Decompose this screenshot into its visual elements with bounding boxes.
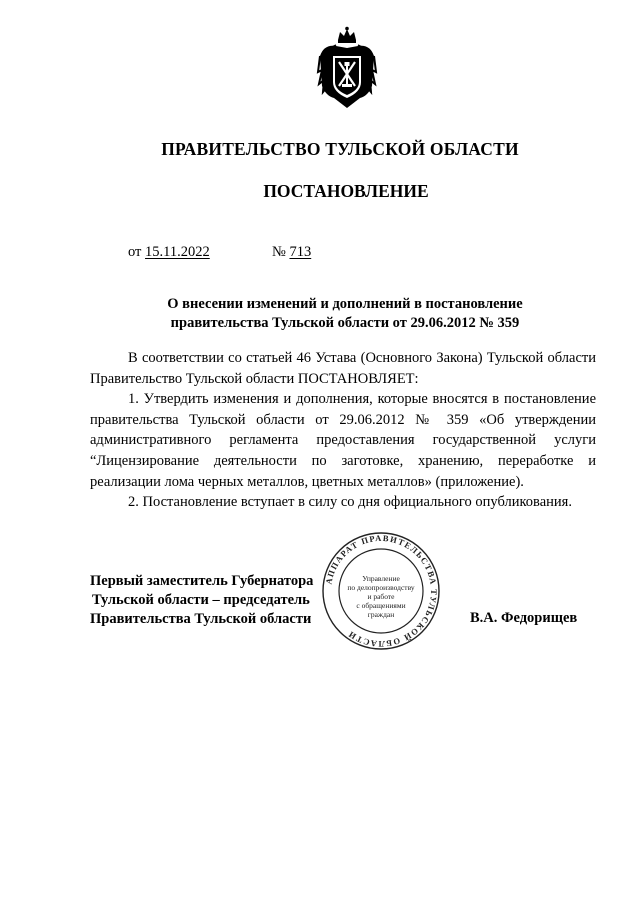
stamp-line-3: и работе — [367, 592, 395, 601]
document-type-heading: ПОСТАНОВЛЕНИЕ — [263, 181, 429, 201]
subject-line-2: правительства Тульской области от 29.06.2012 № 359 — [170, 315, 520, 331]
stamp-line-5: граждан — [367, 610, 395, 619]
position-line-2: Тульской области – председатель — [92, 592, 310, 608]
number-prefix: № — [272, 244, 286, 260]
body-paragraph-2: 1. Утвердить изменения и дополнения, которые вносятся в постановление правительства Тульской области от 29.06.2012 № 359 «Об утверждении административного регламента предоставления государственной услуги “Лицензирование деятельности по заготовке, хранению, переработке и реализации лома черных металлов, цветных металлов» (приложение). — [90, 391, 596, 490]
coat-of-arms-icon — [316, 26, 378, 110]
document-date: 15.11.2022 — [145, 244, 210, 260]
stamp-line-2: по делопроизводству — [347, 583, 415, 592]
body-paragraph-1: В соответствии со статьей 46 Устава (Основного Закона) Тульской области Правительство Тульской области ПОСТАНОВЛЯЕТ: — [90, 350, 596, 387]
date-prefix: от — [128, 244, 142, 260]
stamp-ring-text: АППАРАТ ПРАВИТЕЛЬСТВА ТУЛЬСКОЙ ОБЛАСТИ — [323, 532, 440, 650]
position-line-3: Правительства Тульской области — [90, 611, 312, 627]
signature-position-block — [90, 572, 313, 629]
document-number: 713 — [289, 244, 312, 260]
signer-name: В.А. Федорищев — [470, 610, 578, 626]
stamp-line-1: Управление — [362, 574, 400, 583]
body-paragraph-3: 2. Постановление вступает в силу со дня официального опубликования. — [128, 494, 572, 511]
document-body — [90, 348, 596, 513]
stamp-line-4: с обращениями — [356, 601, 406, 610]
stamp-inner-text — [344, 574, 418, 619]
document-subject — [90, 295, 600, 333]
position-line-1: Первый заместитель Губернатора — [90, 573, 314, 589]
document-date-number-line — [128, 244, 312, 261]
government-title: ПРАВИТЕЛЬСТВО ТУЛЬСКОЙ ОБЛАСТИ — [161, 139, 519, 159]
document-number-block — [272, 244, 311, 261]
subject-line-1: О внесении изменений и дополнений в постановление — [167, 296, 523, 312]
